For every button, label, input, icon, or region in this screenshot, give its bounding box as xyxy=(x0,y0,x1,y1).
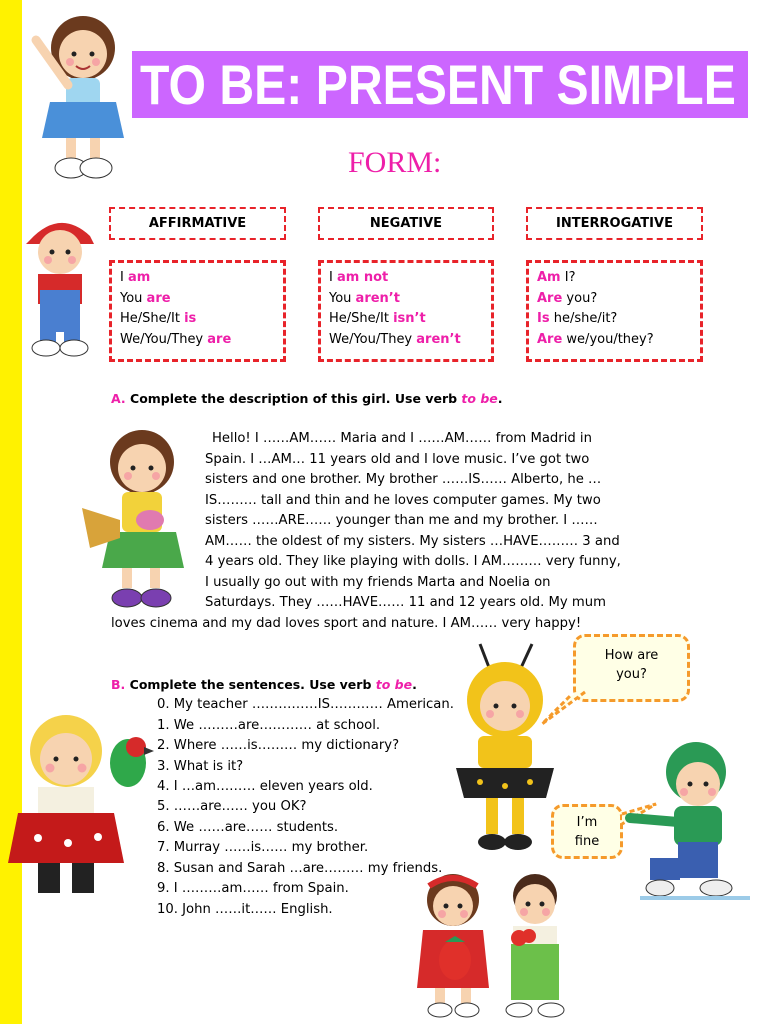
speech-bubble-question: How are you? xyxy=(573,634,690,702)
girl-with-horn-illustration xyxy=(80,428,190,613)
form-heading: FORM: xyxy=(348,146,442,179)
affirmative-line: We/You/They are xyxy=(120,331,232,347)
interrogative-line: Are you? xyxy=(537,290,598,306)
sentence-line: 2. Where ……is……… my dictionary? xyxy=(157,738,400,753)
affirmative-line: I am xyxy=(120,270,151,285)
affirmative-header: AFFIRMATIVE xyxy=(109,207,286,240)
sentence-line: 5. ……are…… you OK? xyxy=(157,799,307,814)
paragraph-line: loves cinema and my dad loves sport and nature. I AM…… very happy! xyxy=(111,616,582,631)
negative-line: You aren’t xyxy=(329,290,400,306)
negative-line: I am not xyxy=(329,270,389,285)
sentence-line: 10. John ……it…… English. xyxy=(157,902,333,917)
negative-line: He/She/It isn’t xyxy=(329,311,426,326)
girl-with-strawberry-illustration xyxy=(415,870,495,1020)
sentence-line: 7. Murray ……is…… my brother. xyxy=(157,840,369,855)
page-title: TO BE: PRESENT SIMPLE xyxy=(140,53,736,116)
bee-costume-girl-illustration xyxy=(450,640,560,855)
negative-line: We/You/They aren’t xyxy=(329,331,461,347)
sentence-line: 3. What is it? xyxy=(157,759,244,774)
girl-with-parrot-illustration xyxy=(8,713,158,913)
negative-header: NEGATIVE xyxy=(318,207,494,240)
paragraph-line: sisters ……ARE…… younger than me and my brother. I …… xyxy=(205,513,598,528)
paragraph-line: IS……… tall and thin and he loves computer games. My two xyxy=(205,493,601,508)
speech-bubble-answer: I’m fine xyxy=(551,804,623,859)
paragraph-line: Spain. I …AM… 11 years old and I love music. I’ve got two xyxy=(205,452,590,467)
interrogative-box xyxy=(526,260,703,362)
sentence-line: 8. Susan and Sarah …are……… my friends. xyxy=(157,861,443,876)
waving-girl-illustration xyxy=(28,10,138,185)
interrogative-header: INTERROGATIVE xyxy=(526,207,703,240)
paragraph-line: Hello! I ……AM…… Maria and I ……AM…… from Madrid in xyxy=(212,431,592,446)
exercise-a-instruction: A. Complete the description of this girl. Use verb to be. xyxy=(111,391,503,406)
sentence-line: 0. My teacher ……………IS………… American. xyxy=(157,697,454,712)
sentence-line: 1. We ………are………… at school. xyxy=(157,718,381,733)
interrogative-line: Are we/you/they? xyxy=(537,331,654,347)
negative-box xyxy=(318,260,494,362)
affirmative-box xyxy=(109,260,286,362)
exercise-b-instruction: B. Complete the sentences. Use verb to be. xyxy=(111,677,417,692)
affirmative-line: He/She/It is xyxy=(120,311,197,326)
affirmative-line: You are xyxy=(120,290,171,306)
interrogative-line: Am I? xyxy=(537,270,576,285)
sentence-line: 6. We ……are…… students. xyxy=(157,820,339,835)
paragraph-line: I usually go out with my friends Marta and Noelia on xyxy=(205,575,551,590)
paragraph-line: sisters and one brother. My brother ……IS…… Alberto, he … xyxy=(205,472,602,487)
paragraph-line: 4 years old. They like playing with dolls. I AM……… very funny, xyxy=(205,554,621,569)
sentence-line: 4. I …am……… eleven years old. xyxy=(157,779,373,794)
paragraph-line: AM…… the oldest of my sisters. My sisters …HAVE……… 3 and xyxy=(205,534,620,549)
interrogative-line: Is he/she/it? xyxy=(537,311,618,326)
boy-with-strawberries-illustration xyxy=(495,870,575,1020)
paragraph-line: Saturdays. They ……HAVE…… 11 and 12 years old. My mum xyxy=(205,595,606,610)
skating-boy-illustration xyxy=(630,738,760,908)
sentence-line: 9. I ………am…… from Spain. xyxy=(157,881,349,896)
boy-cap-illustration xyxy=(20,210,100,360)
